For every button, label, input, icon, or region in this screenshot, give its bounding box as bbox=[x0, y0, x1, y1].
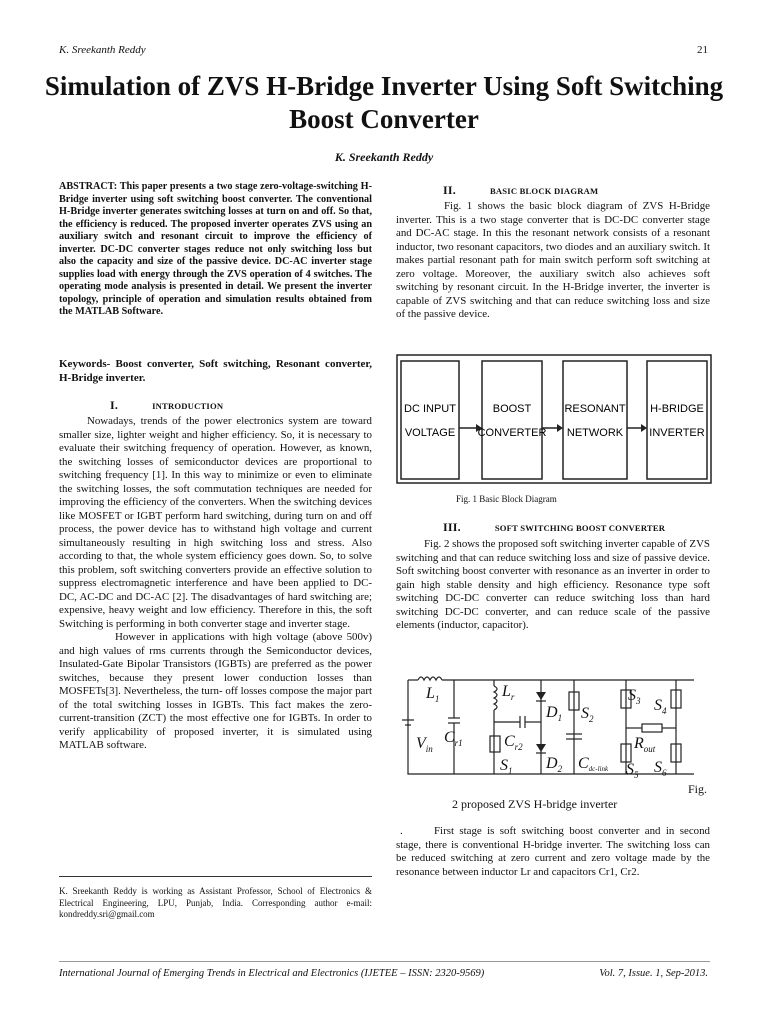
soft-switching-text bbox=[396, 538, 710, 633]
figure-2-caption-prefix: Fig. bbox=[688, 782, 708, 796]
label-S4: $S_4$ bbox=[654, 697, 667, 716]
footnote-divider bbox=[59, 876, 372, 877]
volume-footer: Vol. 7, Issue. 1, Sep-2013. bbox=[599, 968, 708, 979]
label-Lr: $L_r$ bbox=[502, 683, 515, 702]
block-label: DC INPUT bbox=[404, 403, 456, 415]
circuit-schematic-figure bbox=[396, 662, 710, 780]
section-title: BASIC BLOCK DIAGRAM bbox=[489, 186, 599, 196]
keywords: Keywords- Boost converter, Soft switching, Resonant converter, H-Bridge inverter. bbox=[59, 358, 372, 384]
label-S2: $S_2$ bbox=[581, 705, 594, 724]
section-number: III. bbox=[443, 520, 461, 534]
section-number: II. bbox=[443, 183, 456, 197]
abstract: ABSTRACT: This paper presents a two stage zero-voltage-switching H-Bridge inverter using soft switching boost converter. The conventional H-Bridge inverter generates switching losses at turn on and off. So that, the efficiency is reduced. The proposed inverter operates ZVS using an auxiliary switch and resonant circuit to improve the efficiency of inverter. DC-DC converter stages reduce not only switching loss but also the capacity and size of the passive device. DC-AC inverter stage supplies load with energy through the ZVS operation of 4 switches. The operating mode analysis is presented in detail. We present the inverter topology, principle of operation and simulation results obtained from the MATLAB Software. bbox=[59, 181, 372, 317]
block-diagram-text bbox=[396, 200, 710, 322]
block-label: INVERTER bbox=[649, 427, 705, 439]
circuit-paragraph: First stage is soft switching boost converter and in second stage, there is conventional H-bridge inverter. The switching loss can be reduced switching at zero current and zero voltage made by the resonance between inductor Lr and capacitors Cr1, Cr2. bbox=[396, 825, 710, 878]
figure-2-caption: 2 proposed ZVS H-bridge inverter bbox=[452, 797, 618, 811]
section-number: I. bbox=[110, 398, 119, 412]
figure-1-caption: Fig. 1 Basic Block Diagram bbox=[456, 494, 557, 504]
soft-paragraph: Fig. 2 shows the proposed soft switching inverter capable of ZVS switching and that can reduce switching loss and size of passive device. Soft switching boost converter with resonance as an inverter in order to gain high stable density and high efficiency. Resonance type soft switching DC-DC converter can reduce switching loss than hard switching DC-DC converter, and can reduce scale of the passive elements (inductor, capacitor). bbox=[396, 538, 710, 631]
section-heading-block-diagram bbox=[443, 183, 598, 198]
label-S6: $S_6$ bbox=[654, 759, 667, 778]
label-D2: $D_2$ bbox=[546, 755, 563, 774]
intro-paragraph-2: However in applications with high voltage (above 500v) and high values of rms currents through the Semiconductor devices, Insulated-Gate Bipolar Transistors (IGBTs) are preferred as the power switches, because they present lower conduction losses than MOSFETs[3]. Nevertheless, the turn- off losses compose the major part of the total switching losses in IGBTs. This fact makes the zero-current-transition (ZCT) the most effective one for IGBTs. In order to verify applicability of proposed inverter, it is simulated using MATLAB software. bbox=[59, 631, 372, 751]
paper-title: Simulation of ZVS H-Bridge Inverter Using Soft Switching Boost Converter bbox=[44, 71, 724, 134]
label-Cr1: $C_{r1}$ bbox=[444, 729, 463, 748]
label-Rout: $R_{out}$ bbox=[634, 735, 656, 754]
page-number: 21 bbox=[697, 44, 708, 56]
block-label: H-BRIDGE bbox=[650, 403, 704, 415]
journal-footer: International Journal of Emerging Trends in Electrical and Electronics (IJETEE – ISSN: 2320-9569) bbox=[59, 968, 485, 979]
author-footnote: K. Sreekanth Reddy is working as Assistant Professor, School of Electronics & Electrical Engineering, LPU, Punjab, India. Corresponding author e-mail: kondreddy.sri@gmail.com bbox=[59, 886, 372, 919]
block-resonant-network bbox=[563, 361, 627, 479]
block-label: RESONANT bbox=[564, 403, 626, 415]
block-diagram-figure bbox=[396, 354, 712, 484]
section-title: INTRODUCTION bbox=[152, 401, 224, 411]
label-Cr2: $C_{r2}$ bbox=[504, 733, 523, 752]
block-dc-input bbox=[401, 361, 459, 479]
label-Cdc: Cdc-link bbox=[578, 755, 609, 773]
block-boost-converter bbox=[478, 361, 547, 479]
block-label: CONVERTER bbox=[477, 427, 547, 439]
label-D1: $D_1$ bbox=[546, 704, 563, 723]
block-label: BOOST bbox=[492, 403, 532, 415]
author-byline: K. Sreekanth Reddy bbox=[334, 150, 434, 164]
label-L1: $L_1$ bbox=[426, 685, 440, 704]
running-header-author: K. Sreekanth Reddy bbox=[59, 44, 146, 56]
section-title: SOFT SWITCHING BOOST CONVERTER bbox=[494, 523, 666, 533]
circuit-description bbox=[396, 825, 710, 879]
intro-paragraph-1: Nowadays, trends of the power electronics system are toward smaller size, lighter weight and higher efficiency. So, it is necessary to evaluate their switching frequency of operation. However, as known, the switching losses of semiconductor devices are proportional to switching frequency [1]. In this way to minimize or even to eliminate the switching losses, the soft commutation techniques are needed for improving the efficiency of the converters. When the switching devices like MOSFET or IGBT perform hard switching, during turn on and off process, the power device has to withstand high voltage and current simultaneously resulting in high switching loss and stress. Also according to that, the whole system efficiency goes down. So, to solve this problem, soft switching converters provide an effective solution to suppress electromagnetic interference and have been applied to DC-DC, AC-DC and DC-AC [2]. The disadvantages of hard switching are; expensive, heavy weight and low efficiency. Therefore in this, the soft Switching is performing in both converter stage and inverter stage. bbox=[59, 415, 372, 630]
label-S1: $S_1$ bbox=[500, 757, 513, 776]
section-heading-introduction bbox=[110, 398, 223, 413]
label-S3: $S_3$ bbox=[628, 687, 641, 706]
block-label: NETWORK bbox=[566, 427, 624, 439]
section-heading-soft-switching bbox=[443, 520, 665, 535]
stray-period: . bbox=[400, 825, 403, 837]
block-paragraph: Fig. 1 shows the basic block diagram of ZVS H-Bridge inverter. This is a two stage converter that is DC-DC converter stage and DC-AC stage. In this the resonant network consists of a resonant inductor, two resonant capacitors, two diodes and an auxiliary switch. It makes partial resonant path for main switch perform soft switching at zero voltage. Moreover, the auxiliary switch also achieves soft switching by resonant circuit. In the H-Bridge inverter, the inverter is capable of ZVS switching and that can reduce switching loss and size of the passive device. bbox=[396, 200, 710, 320]
label-Vin: $V_{in}$ bbox=[416, 735, 433, 754]
introduction-body bbox=[59, 415, 372, 753]
label-S5: $S_5$ bbox=[626, 761, 639, 780]
footer-divider bbox=[59, 961, 710, 962]
block-h-bridge-inverter bbox=[647, 361, 707, 479]
block-label: VOLTAGE bbox=[404, 427, 456, 439]
